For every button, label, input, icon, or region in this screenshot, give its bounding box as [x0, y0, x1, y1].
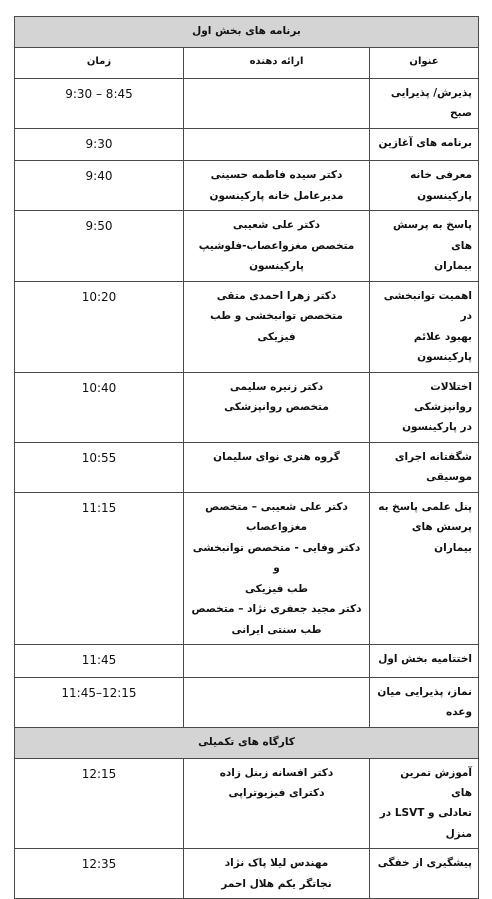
session-title: [370, 677, 479, 727]
session-presenter-line: پارکینسون: [249, 260, 304, 273]
session-presenter-line: مهندس لیلا پاک نژاد: [224, 857, 329, 870]
session-presenter-line: مغزواعصاب: [245, 521, 308, 534]
session-title-line: آموزش تمرین های: [400, 766, 472, 799]
session-presenter-line: طب فیزیکی: [244, 582, 309, 595]
session-presenter: [184, 849, 370, 899]
session-presenter-line: متخصص مغزواعصاب-فلوشیپ: [198, 239, 355, 252]
session-time: 11:45–12:15: [15, 677, 184, 727]
session-title: [370, 758, 479, 849]
session-presenter: [184, 211, 370, 281]
session-presenter-line: متخصص روانپزشکی: [224, 401, 329, 414]
session-presenter-line: دکتر وفایی - متخصص توانبخشی و: [192, 541, 361, 575]
session-time: 10:55: [15, 442, 184, 492]
session-presenter: [184, 372, 370, 442]
session-title-line: وعده: [446, 706, 472, 719]
session-presenter: [184, 79, 370, 129]
table-row: [15, 161, 479, 211]
session-presenter: [184, 161, 370, 211]
session-presenter: [184, 281, 370, 372]
table-row: [15, 492, 479, 644]
session-title-line: موسیقی: [426, 471, 472, 484]
session-presenter: [184, 442, 370, 492]
session-presenter-line: طب سنتی ایرانی: [231, 623, 322, 636]
session-time: 9:40: [15, 161, 184, 211]
session-time: 11:15: [15, 492, 184, 644]
session-time: 9:30: [15, 128, 184, 160]
session-presenter-line: نجاتگر یکم هلال احمر: [221, 877, 332, 890]
table-row: [15, 645, 479, 677]
column-header-row: [15, 48, 479, 79]
session-title-line: بهبود علائم: [413, 330, 472, 343]
session-title: [370, 128, 479, 160]
session-presenter-line: دکترای فیزیوتراپی: [228, 786, 325, 799]
program-table: [14, 16, 479, 899]
session-presenter: [184, 758, 370, 849]
session-presenter-line: مدیرعامل خانه پارکینسون: [209, 189, 344, 202]
session-time: 10:20: [15, 281, 184, 372]
session-title-line: در پارکینسون: [402, 421, 472, 434]
session-title: [370, 79, 479, 129]
session-title-line: شگفتانه اجرای: [394, 450, 472, 463]
table-row: [15, 128, 479, 160]
session-time: 12:15: [15, 758, 184, 849]
session-title: [370, 849, 479, 899]
program-table-body: [15, 17, 479, 899]
section-row: [15, 17, 479, 48]
session-title-line: بیماران: [434, 260, 472, 273]
session-presenter: [184, 677, 370, 727]
session-title: [370, 211, 479, 281]
session-presenter-line: دکتر سیده فاطمه حسینی: [210, 169, 343, 182]
session-presenter-line: گروه هنری نوای سلیمان: [213, 450, 340, 463]
session-time: 12:35: [15, 849, 184, 899]
session-title-line: پذیرش/ پذیرایی: [390, 87, 472, 99]
section-title: برنامه های بخش اول: [15, 17, 479, 48]
session-presenter: [184, 492, 370, 644]
column-header-presenter: ارائه دهنده: [184, 48, 370, 79]
session-title-line: نماز، پذیرایی میان: [377, 685, 472, 698]
session-presenter-line: دکتر مجید جعفری نژاد – متخصص: [191, 603, 362, 616]
session-title-line: اختتامیه بخش اول: [378, 653, 472, 666]
column-header-time: زمان: [15, 48, 184, 79]
session-presenter-line: دکتر علی شعیبی: [232, 219, 321, 232]
table-row: [15, 758, 479, 849]
session-presenter-line: متخصص توانبخشی و طب فیزیکی: [210, 310, 343, 343]
table-row: [15, 849, 479, 899]
session-title-line: پرسش های بیماران: [411, 521, 472, 554]
session-presenter-line: دکتر زهرا احمدی متقی: [216, 289, 337, 302]
column-header-title: عنوان: [370, 48, 479, 79]
session-time: 9:50: [15, 211, 184, 281]
section-row: [15, 727, 479, 758]
table-row: [15, 442, 479, 492]
table-row: [15, 281, 479, 372]
session-title: [370, 645, 479, 677]
session-title: [370, 492, 479, 644]
session-title-line: اختلالات روانپزشکی: [414, 380, 472, 414]
session-title-line: پارکینسون: [417, 351, 472, 364]
session-presenter-line: دکتر افسانه زبنل زاده: [219, 766, 334, 779]
table-row: [15, 372, 479, 442]
session-title-line: منزل: [445, 827, 472, 840]
session-time: 11:45: [15, 645, 184, 677]
session-title: [370, 372, 479, 442]
session-title-line: پیشگیری از خفگی: [377, 857, 472, 870]
session-title-line: تعادلی و LSVT در: [379, 807, 472, 820]
table-row: [15, 79, 479, 129]
session-title-line: پارکینسون: [417, 189, 472, 202]
session-time: 10:40: [15, 372, 184, 442]
session-title-line: پنل علمی پاسخ به: [378, 500, 472, 513]
table-row: [15, 677, 479, 727]
table-row: [15, 211, 479, 281]
session-time: 9:30 – 8:45: [15, 79, 184, 129]
session-title-line: معرفی خانه: [410, 169, 472, 182]
session-title-line: پاسخ به پرسش های: [392, 219, 472, 252]
session-presenter-line: دکتر زنیره سلیمی: [229, 380, 324, 393]
session-title: [370, 442, 479, 492]
session-presenter-line: دکتر علی شعیبی – متخصص: [205, 500, 348, 513]
section-title: کارگاه های تکمیلی: [15, 727, 479, 758]
session-title: [370, 161, 479, 211]
session-title-line: اهمیت توانبخشی در: [383, 289, 472, 323]
session-presenter: [184, 128, 370, 160]
session-presenter: [184, 645, 370, 677]
session-title-line: برنامه های آغازین: [378, 136, 472, 149]
session-title-line: صبح: [450, 107, 472, 120]
session-title: [370, 281, 479, 372]
